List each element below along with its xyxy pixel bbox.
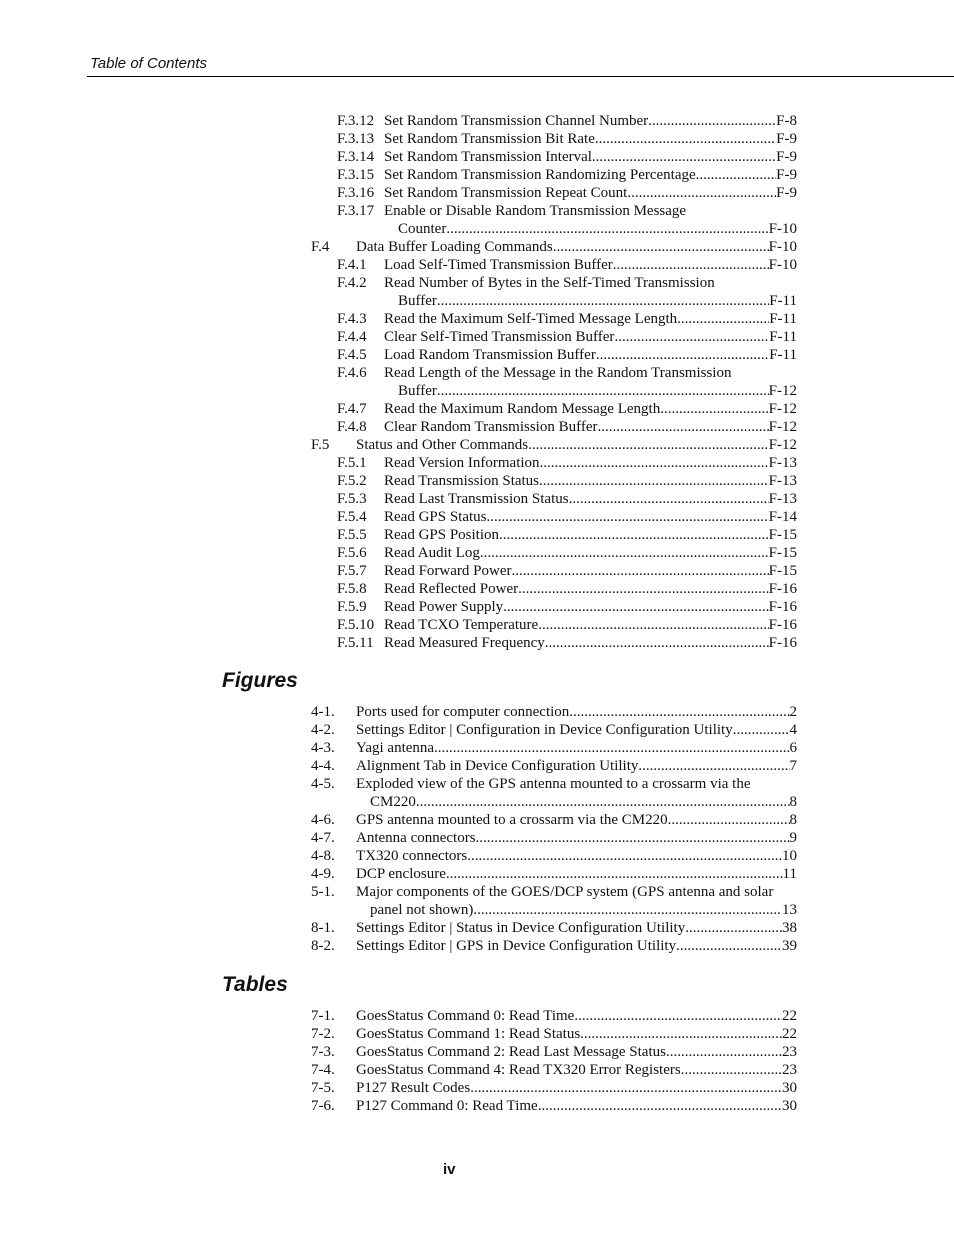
dot-leader — [627, 184, 776, 202]
dot-leader — [511, 562, 768, 580]
entry-title-continued: Counter — [398, 221, 447, 237]
figures-list — [311, 703, 797, 955]
entry-title: Clear Random Transmission Buffer — [384, 419, 598, 435]
dot-leader — [666, 1043, 782, 1061]
toc-entry — [311, 166, 797, 184]
entry-number: F.5.3 — [337, 491, 367, 507]
entry-number: F.4.1 — [337, 257, 367, 273]
entry-number: F.3.17 — [337, 203, 375, 219]
entry-title: Exploded view of the GPS antenna mounted to a crossarm via the — [356, 776, 751, 792]
entry-page: F-10 — [768, 221, 797, 237]
toc-entry-continuation — [311, 382, 797, 400]
entry-number: F.5.4 — [337, 509, 367, 525]
entry-title: Read Power Supply — [384, 599, 504, 615]
entry-page: F-11 — [769, 329, 797, 345]
entry-title: Status and Other Commands — [356, 437, 529, 453]
toc-entry-continuation — [311, 793, 797, 811]
entry-title-continued: CM220. — [370, 794, 420, 810]
dot-leader — [592, 148, 776, 166]
toc-entry — [311, 112, 797, 130]
toc-entry — [311, 1097, 797, 1115]
entry-page: 23 — [782, 1044, 797, 1060]
entry-page: F-13 — [768, 491, 797, 507]
entry-title: Read Transmission Status — [384, 473, 540, 489]
entry-title: Read the Maximum Random Message Length — [384, 401, 661, 417]
dot-leader — [480, 544, 769, 562]
dot-leader — [638, 757, 789, 775]
entry-number: F.5.10 — [337, 617, 375, 633]
toc-entry — [311, 202, 797, 220]
dot-leader — [685, 919, 782, 937]
dot-leader — [677, 310, 769, 328]
entry-number: F.3.15 — [337, 167, 375, 183]
entry-title: Read Version Information — [384, 455, 540, 471]
dot-leader — [569, 490, 769, 508]
entry-number: F.4 — [311, 239, 330, 255]
entry-page: 39 — [782, 938, 797, 954]
entry-title: Set Random Transmission Interval — [384, 149, 592, 165]
entry-title: Set Random Transmission Channel Number — [384, 113, 649, 129]
entry-page: 22 — [782, 1008, 797, 1024]
entry-page: 7 — [789, 758, 797, 774]
entry-title: DCP enclosure — [356, 866, 446, 882]
dot-leader — [580, 1025, 782, 1043]
entry-number: F.4.6 — [337, 365, 367, 381]
dot-leader — [499, 526, 769, 544]
entry-number: F.4.3 — [337, 311, 367, 327]
entry-title: Read Number of Bytes in the Self-Timed Transmission — [384, 275, 715, 291]
entry-page: F-9 — [776, 167, 797, 183]
toc-entry — [311, 919, 797, 937]
entry-title: TX320 connectors — [356, 848, 468, 864]
dot-leader — [595, 130, 776, 148]
entry-page: F-13 — [768, 455, 797, 471]
toc-entry — [311, 703, 797, 721]
toc-entry — [311, 454, 797, 472]
toc-entry — [311, 472, 797, 490]
entry-number: 8-2. — [311, 938, 335, 954]
entry-number: F.3.14 — [337, 149, 375, 165]
entry-number: 7-4. — [311, 1062, 335, 1078]
dot-leader — [446, 865, 783, 883]
entry-page: 4 — [789, 722, 797, 738]
entry-title: Read GPS Position — [384, 527, 500, 543]
entry-title: Set Random Transmission Repeat Count — [384, 185, 628, 201]
toc-entry — [311, 418, 797, 436]
dot-leader — [545, 634, 769, 652]
entry-title: Ports used for computer connection — [356, 704, 570, 720]
toc-entry — [311, 400, 797, 418]
entry-page: F-12 — [768, 437, 797, 453]
entry-title: Major components of the GOES/DCP system (GPS antenna and solar — [356, 884, 774, 900]
entry-page: F-12 — [768, 401, 797, 417]
entry-page: F-14 — [768, 509, 797, 525]
entry-title: Read Reflected Power — [384, 581, 519, 597]
toc-entry — [311, 739, 797, 757]
entry-page: F-15 — [768, 545, 797, 561]
entry-page: 6 — [789, 740, 797, 756]
entry-page: F-9 — [776, 131, 797, 147]
entry-number: F.5.1 — [337, 455, 367, 471]
dot-leader — [696, 166, 777, 184]
entry-title: Read Measured Frequency — [384, 635, 545, 651]
dot-leader — [597, 418, 768, 436]
entry-page: 8 — [789, 794, 797, 810]
toc-entry — [311, 346, 797, 364]
dot-leader — [553, 238, 769, 256]
dot-leader — [446, 220, 768, 238]
entry-page: F-16 — [768, 581, 797, 597]
tables-heading: Tables — [222, 973, 288, 996]
entry-number: F.3.13 — [337, 131, 375, 147]
toc-entry — [311, 721, 797, 739]
toc-entry — [311, 508, 797, 526]
entry-title: GoesStatus Command 0: Read Time — [356, 1008, 575, 1024]
tables-list — [311, 1007, 797, 1115]
dot-leader — [528, 436, 769, 454]
entry-title: Set Random Transmission Randomizing Percentage — [384, 167, 696, 183]
dot-leader — [467, 847, 782, 865]
toc-entry — [311, 364, 797, 382]
toc-entry — [311, 1043, 797, 1061]
entry-number: F.4.2 — [337, 275, 367, 291]
entry-number: 7-5. — [311, 1080, 335, 1096]
entry-page: F-9 — [776, 185, 797, 201]
toc-entry — [311, 1079, 797, 1097]
toc-entry — [311, 130, 797, 148]
toc-entry — [311, 274, 797, 292]
entry-page: F-9 — [776, 149, 797, 165]
toc-entry — [311, 598, 797, 616]
entry-title: Read Last Transmission Status — [384, 491, 569, 507]
entry-page: 11 — [782, 866, 797, 882]
entry-number: 7-2. — [311, 1026, 335, 1042]
entry-number: F.3.12 — [337, 113, 375, 129]
entry-page: F-16 — [768, 599, 797, 615]
entry-page: 8 — [789, 812, 797, 828]
entry-number: 4-5. — [311, 776, 335, 792]
dot-leader — [420, 793, 790, 811]
toc-entry — [311, 238, 797, 256]
dot-leader — [503, 598, 768, 616]
toc-entry — [311, 811, 797, 829]
toc-entry — [311, 184, 797, 202]
running-header: Table of Contents — [90, 55, 208, 72]
page-number: iv — [443, 1161, 456, 1178]
entry-number: F.5.11 — [337, 635, 374, 651]
toc-continuation — [311, 112, 797, 652]
dot-leader — [574, 1007, 782, 1025]
toc-entry-continuation — [311, 292, 797, 310]
entry-title: Settings Editor | Status in Device Configuration Utility — [356, 920, 686, 936]
toc-entry-continuation — [311, 901, 797, 919]
entry-page: F-11 — [769, 311, 797, 327]
dot-leader — [437, 292, 769, 310]
toc-entry — [311, 616, 797, 634]
toc-entry — [311, 1007, 797, 1025]
entry-number: 4-2. — [311, 722, 335, 738]
dot-leader — [613, 256, 769, 274]
entry-title: Clear Self-Timed Transmission Buffer — [384, 329, 615, 345]
dot-leader — [487, 508, 769, 526]
dot-leader — [434, 739, 789, 757]
entry-page: 38 — [782, 920, 797, 936]
entry-page: F-16 — [768, 635, 797, 651]
entry-page: F-13 — [768, 473, 797, 489]
entry-title: Set Random Transmission Bit Rate — [384, 131, 595, 147]
dot-leader — [681, 1061, 782, 1079]
toc-entry — [311, 1025, 797, 1043]
entry-number: F.5.7 — [337, 563, 367, 579]
entry-number: 4-1. — [311, 704, 335, 720]
entry-page: 2 — [789, 704, 797, 720]
dot-leader — [473, 901, 782, 919]
toc-entry — [311, 256, 797, 274]
entry-page: F-12 — [768, 419, 797, 435]
entry-number: F.4.4 — [337, 329, 367, 345]
toc-entry — [311, 829, 797, 847]
entry-title: GoesStatus Command 4: Read TX320 Error Registers — [356, 1062, 681, 1078]
toc-entry — [311, 1061, 797, 1079]
entry-title: GoesStatus Command 2: Read Last Message Status — [356, 1044, 666, 1060]
entry-page: 30 — [782, 1098, 797, 1114]
toc-entry — [311, 937, 797, 955]
entry-title-continued: Buffer — [398, 293, 437, 309]
entry-page: 23 — [782, 1062, 797, 1078]
dot-leader — [540, 454, 769, 472]
entry-title: GoesStatus Command 1: Read Status — [356, 1026, 581, 1042]
dot-leader — [733, 721, 790, 739]
toc-entry — [311, 847, 797, 865]
entry-page: F-15 — [768, 563, 797, 579]
dot-leader — [660, 400, 768, 418]
toc-entry — [311, 865, 797, 883]
dot-leader — [437, 382, 769, 400]
dot-leader — [538, 1097, 782, 1115]
entry-title: Settings Editor | GPS in Device Configuration Utility — [356, 938, 677, 954]
dot-leader — [668, 811, 790, 829]
entry-number: 4-9. — [311, 866, 335, 882]
entry-title: Enable or Disable Random Transmission Message — [384, 203, 687, 219]
entry-title: Data Buffer Loading Commands — [356, 239, 553, 255]
entry-title-continued: panel not shown) — [370, 902, 474, 918]
entry-title: Load Random Transmission Buffer — [384, 347, 596, 363]
dot-leader — [538, 616, 768, 634]
entry-number: 4-6. — [311, 812, 335, 828]
entry-title: Read the Maximum Self-Timed Message Length — [384, 311, 678, 327]
entry-number: 7-3. — [311, 1044, 335, 1060]
entry-page: 13 — [782, 902, 797, 918]
entry-number: 4-4. — [311, 758, 335, 774]
toc-entry — [311, 310, 797, 328]
entry-title: Alignment Tab in Device Configuration Utility — [356, 758, 639, 774]
dot-leader — [470, 1079, 782, 1097]
entry-page: F-11 — [769, 293, 797, 309]
entry-title: GPS antenna mounted to a crossarm via the CM220 — [356, 812, 668, 828]
toc-entry — [311, 562, 797, 580]
entry-number: F.4.5 — [337, 347, 367, 363]
toc-entry — [311, 580, 797, 598]
entry-title: Antenna connectors — [356, 830, 476, 846]
dot-leader — [676, 937, 782, 955]
toc-entry-continuation — [311, 220, 797, 238]
entry-number: F.5.9 — [337, 599, 367, 615]
entry-page: 9 — [789, 830, 797, 846]
entry-page: F-15 — [768, 527, 797, 543]
toc-entry — [311, 328, 797, 346]
dot-leader — [596, 346, 769, 364]
entry-page: F-10 — [768, 239, 797, 255]
entry-number: F.5.6 — [337, 545, 367, 561]
entry-page: 30 — [782, 1080, 797, 1096]
toc-entry — [311, 544, 797, 562]
entry-number: F.5.2 — [337, 473, 367, 489]
entry-title: Read Forward Power — [384, 563, 512, 579]
dot-leader — [614, 328, 769, 346]
dot-leader — [648, 112, 776, 130]
entry-title: Read TCXO Temperature — [384, 617, 539, 633]
entry-page: F-16 — [768, 617, 797, 633]
entry-page: F-12 — [768, 383, 797, 399]
toc-entry — [311, 436, 797, 454]
dot-leader — [539, 472, 769, 490]
entry-title: Read Audit Log — [384, 545, 480, 561]
toc-entry — [311, 775, 797, 793]
entry-number: F.4.7 — [337, 401, 367, 417]
toc-entry — [311, 148, 797, 166]
entry-number: 4-3. — [311, 740, 335, 756]
header-rule — [87, 76, 954, 77]
dot-leader — [569, 703, 789, 721]
entry-number: F.3.16 — [337, 185, 375, 201]
entry-title-continued: Buffer — [398, 383, 437, 399]
dot-leader — [518, 580, 769, 598]
entry-page: 22 — [782, 1026, 797, 1042]
entry-number: F.5 — [311, 437, 330, 453]
toc-entry — [311, 757, 797, 775]
entry-number: F.5.8 — [337, 581, 367, 597]
toc-entry — [311, 526, 797, 544]
entry-title: Load Self-Timed Transmission Buffer — [384, 257, 613, 273]
entry-page: F-11 — [769, 347, 797, 363]
toc-entry — [311, 883, 797, 901]
entry-title: Settings Editor | Configuration in Device Configuration Utility — [356, 722, 733, 738]
toc-entry — [311, 490, 797, 508]
dot-leader — [476, 829, 790, 847]
entry-number: 4-7. — [311, 830, 335, 846]
entry-number: F.4.8 — [337, 419, 367, 435]
entry-title: Read GPS Status — [384, 509, 487, 525]
entry-number: 7-1. — [311, 1008, 335, 1024]
entry-number: F.5.5 — [337, 527, 367, 543]
entry-page: 10 — [782, 848, 797, 864]
entry-number: 5-1. — [311, 884, 335, 900]
entry-title: P127 Result Codes — [356, 1080, 471, 1096]
entry-number: 4-8. — [311, 848, 335, 864]
entry-title: Yagi antenna — [356, 740, 435, 756]
entry-page: F-10 — [768, 257, 797, 273]
entry-number: 7-6. — [311, 1098, 335, 1114]
entry-page: F-8 — [776, 113, 797, 129]
toc-entry — [311, 634, 797, 652]
figures-heading: Figures — [222, 669, 298, 692]
entry-number: 8-1. — [311, 920, 335, 936]
entry-title: Read Length of the Message in the Random Transmission — [384, 365, 732, 381]
entry-title: P127 Command 0: Read Time — [356, 1098, 538, 1114]
